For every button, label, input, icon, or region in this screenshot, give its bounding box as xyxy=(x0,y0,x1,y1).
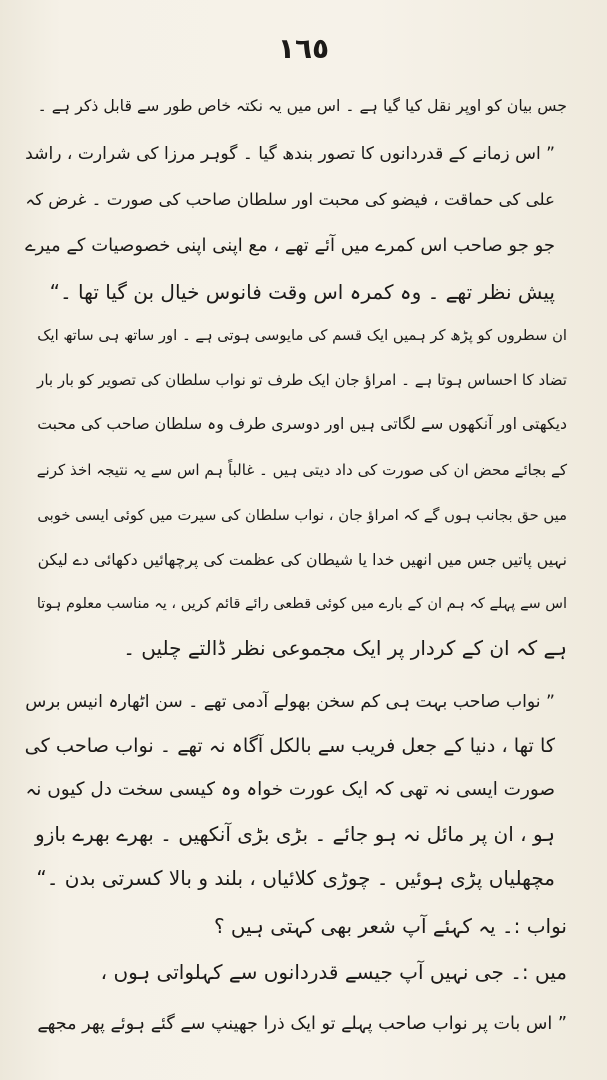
text-line-19: نواب :۔ یہ کہئے آپ شعر بھی کہتی ہیں ؟ xyxy=(213,914,567,938)
text-line-21: ” اس بات پر نواب صاحب پہلے تو ایک ذرا جھینپ سے گئے ہوئے پھر مجھے xyxy=(37,1014,567,1034)
text-line-7: تضاد کا احساس ہوتا ہے ۔ امراؤ جان ایک طرف تو نواب سلطان کی تصویر کو بار بار xyxy=(37,371,567,389)
text-line-5: پیش نظر تھے ۔ وہ کمرہ اس وقت فانوس خیال بن گیا تھا ۔“ xyxy=(49,280,555,304)
text-line-4: جو جو صاحب اس کمرے میں آئے تھے ، مع اپنی اپنی خصوصیات کے میرے xyxy=(25,235,555,256)
text-line-12: اس سے پہلے کہ ہم ان کے بارے میں کوئی قطعی رائے قائم کریں ، یہ مناسب معلوم ہوتا xyxy=(36,596,567,612)
text-line-15: کا تھا ، دنیا کے جعل فریب سے بالکل آگاہ نہ تھے ۔ نواب صاحب کی xyxy=(24,734,555,757)
text-line-20: میں :۔ جی نہیں آپ جیسے قدردانوں سے کہلواتی ہوں ، xyxy=(100,960,567,984)
text-line-13: ہے کہ ان کے کردار پر ایک مجموعی نظر ڈالتے چلیں ۔ xyxy=(123,636,567,660)
text-line-6: ان سطروں کو پڑھ کر ہمیں ایک قسم کی مایوسی ہوتی ہے ۔ اور ساتھ ہی ساتھ ایک xyxy=(37,327,567,344)
text-line-10: میں حق بجانب ہوں گے کہ امراؤ جان ، نواب سلطان کی سیرت میں کوئی ایسی خوبی xyxy=(37,507,567,524)
text-line-8: دیکھتی اور آنکھوں سے لگاتی ہیں اور دوسری طرف وہ سلطان صاحب کی محبت xyxy=(37,414,567,433)
text-line-1: جس بیان کو اوپر نقل کیا گیا ہے ۔ اس میں یہ نکتہ خاص طور سے قابل ذکر ہے ۔ xyxy=(37,96,567,115)
text-line-18: مچھلیاں پڑی ہوئیں ۔ چوڑی کلائیاں ، بلند و بالا کسرتی بدن ۔“ xyxy=(36,866,555,890)
text-line-14: ” نواب صاحب بہت ہی کم سخن بھولے آدمی تھے ۔ سن اٹھارہ انیس برس xyxy=(25,692,555,712)
text-line-3: علی کی حماقت ، فیضو کی محبت اور سلطان صاحب کی صورت ۔ غرض کہ xyxy=(25,190,555,209)
text-line-11: نہیں پاتیں جس میں انھیں خدا یا شیطان کی عظمت کی پرچھائیں دکھائی دے لیکن xyxy=(37,550,567,569)
text-line-9: کے بجائے محض ان کی صورت کی داد دیتی ہیں ۔ غالباً ہم اس سے یہ نتیجہ اخذ کرنے xyxy=(36,461,567,479)
text-line-17: ہو ، ان پر مائل نہ ہو جائے ۔ بڑی بڑی آنکھیں ۔ بھرے بھرے بازو xyxy=(35,822,555,846)
page-number: ١٦٥ xyxy=(277,32,330,65)
text-line-16: صورت ایسی نہ تھی کہ ایک عورت خواہ وہ کیسی سخت دل کیوں نہ xyxy=(25,779,555,800)
text-line-2: ” اس زمانے کے قدردانوں کا تصور بندھ گیا ۔ گوہر مرزا کی شرارت ، راشد xyxy=(25,144,555,164)
